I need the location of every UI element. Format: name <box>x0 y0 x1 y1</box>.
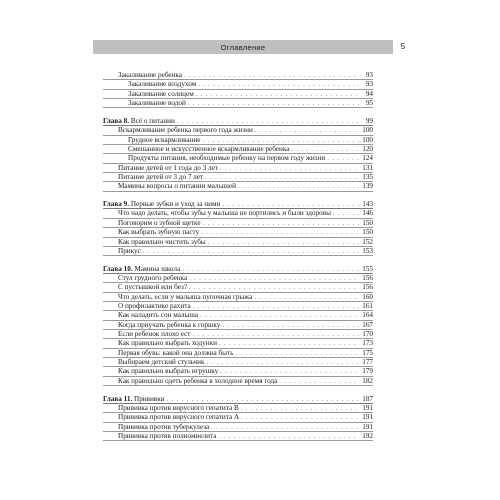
toc-entry <box>103 209 373 218</box>
toc-entry <box>103 311 373 320</box>
toc-page-number: 182 <box>362 376 373 385</box>
toc-entry-label: Вскармливание ребенка первого года жизни <box>118 126 253 135</box>
toc-page-number: 173 <box>362 339 373 348</box>
toc-page-number: 170 <box>362 330 373 339</box>
toc-entry <box>103 182 373 191</box>
toc-entry <box>103 367 373 376</box>
toc-page-number: 139 <box>362 182 373 191</box>
toc-entry-label: Выбираем детский стульчик <box>118 358 205 367</box>
toc-chapter <box>103 117 373 126</box>
toc-entry <box>103 80 373 89</box>
toc-entry-label: Как правильно чистить зубы <box>118 237 206 246</box>
toc-entry-label: Что надо делать, чтобы зубы у малыша не портились и были здоровы <box>118 209 331 218</box>
row-rule <box>103 107 373 108</box>
toc-page-number: 192 <box>362 432 373 441</box>
toc-page-number: 120 <box>362 144 373 153</box>
toc-page-number: 131 <box>362 163 373 172</box>
toc-entry <box>103 126 373 135</box>
toc-entry <box>103 164 373 173</box>
toc-page-number: 191 <box>362 413 373 422</box>
toc-entry <box>103 432 373 441</box>
toc-entry-label: Закаливание водой <box>128 99 186 108</box>
toc-page-number: 95 <box>365 99 373 108</box>
row-rule <box>103 255 373 256</box>
toc-entry <box>103 330 373 339</box>
toc-page-number: 94 <box>365 89 373 98</box>
toc-page-number: 160 <box>362 292 373 301</box>
toc-entry <box>103 423 373 432</box>
toc-entry <box>103 99 373 108</box>
toc-entry <box>103 274 373 283</box>
row-rule <box>103 385 373 386</box>
toc-page-number: 146 <box>362 209 373 218</box>
toc-entry-label: Питание детей от 3 до 7 лет <box>118 172 204 181</box>
toc-page-number: 152 <box>362 237 373 246</box>
toc-entry-label: Что делать, если у малыша пупочная грыжа <box>118 292 253 301</box>
toc-entry <box>103 136 373 145</box>
toc-entry-label: Закаливание ребенка <box>118 71 182 79</box>
toc-entry-label: Закаливание воздухом <box>128 80 197 89</box>
toc-entry-label: Как наладить сон малыша <box>118 311 199 320</box>
chapter-title: Прививки <box>132 394 165 403</box>
toc-entry-label: Когда приучать ребенка к горшку <box>118 320 221 329</box>
toc-entry <box>103 377 373 386</box>
toc-entry <box>103 145 373 154</box>
toc-page-number: 150 <box>362 228 373 237</box>
toc-entry <box>103 71 373 80</box>
toc-page-number: 153 <box>362 246 373 255</box>
toc-entry <box>103 404 373 413</box>
toc-entry <box>103 349 373 358</box>
toc-page-number: 191 <box>362 404 373 412</box>
toc-entry-label: Прививка против туберкулеза <box>118 422 210 431</box>
toc-page-number: 177 <box>362 358 373 367</box>
toc-chapter <box>103 200 373 209</box>
toc-page-number: 150 <box>362 218 373 227</box>
toc-entry-label: Прививка против вирусного гепатита В <box>118 404 239 412</box>
toc-entry <box>103 413 373 422</box>
chapter-title: Всё о питании <box>129 116 175 125</box>
toc-page-number: 156 <box>362 274 373 283</box>
toc-page-number: 99 <box>365 116 373 125</box>
toc-page-number: 179 <box>362 367 373 376</box>
toc-page-number: 143 <box>362 200 373 209</box>
toc-entry <box>103 283 373 292</box>
chapter-number: Глава 11. <box>103 394 133 403</box>
toc-entry-label: Закаливание солнцем <box>128 89 194 98</box>
toc-page-number: 187 <box>362 394 373 403</box>
page-number: 5 <box>400 42 406 51</box>
toc-entry-label: Прививка против вирусного гепатита А <box>118 413 240 422</box>
toc-page-number: 156 <box>362 283 373 292</box>
toc-entry <box>103 321 373 330</box>
toc-entry-label: Прикус <box>118 246 141 255</box>
toc-entry <box>103 302 373 311</box>
toc-entry-label: Как правильно одеть ребенка в холодное время года <box>118 376 278 385</box>
toc-entry <box>103 173 373 182</box>
toc-page-number: 164 <box>362 311 373 320</box>
toc-entry-label: Стул грудного ребенка <box>118 274 188 283</box>
toc-page-number: 167 <box>362 320 373 329</box>
chapter-title: Первые зубки и уход за ними <box>129 200 221 209</box>
chapter-number: Глава 8. <box>103 116 130 125</box>
table-of-contents <box>103 71 373 441</box>
chapter-title: Мамина школа <box>132 264 181 273</box>
toc-entry-label: Если ребенок плохо ест <box>118 330 191 339</box>
toc-page-number: 135 <box>362 172 373 181</box>
toc-page-number: 100 <box>362 126 373 135</box>
toc-entry <box>103 228 373 237</box>
toc-entry <box>103 358 373 367</box>
toc-page-number: 93 <box>365 80 373 89</box>
toc-entry-label: Поговорим о зубной щетке <box>118 218 201 227</box>
toc-entry-label: Грудное вскармливание <box>128 135 201 144</box>
toc-entry-label: Как правильно выбрать игрушку <box>118 367 219 376</box>
toc-entry <box>103 247 373 256</box>
toc-entry-label: Продукты питания, необходимые ребенку на первом году жизни <box>128 154 326 163</box>
toc-page-number: 100 <box>362 135 373 144</box>
chapter-number: Глава 10. <box>103 264 133 273</box>
toc-entry-label: Прививка против полиомиелита <box>118 432 217 441</box>
toc-entry <box>103 339 373 348</box>
row-rule <box>103 440 373 441</box>
running-header <box>93 40 393 54</box>
toc-entry-label: С пустышкой или без? <box>118 283 188 292</box>
toc-entry <box>103 238 373 247</box>
toc-chapter <box>103 265 373 274</box>
toc-entry <box>103 219 373 228</box>
toc-entry-label: Питание детей от 1 года до 3 лет <box>118 163 218 172</box>
chapter-number: Глава 9. <box>103 200 130 209</box>
toc-entry-label: О профилактике рахита <box>118 302 191 311</box>
toc-chapter <box>103 395 373 404</box>
toc-entry <box>103 90 373 99</box>
row-rule <box>103 191 373 192</box>
toc-entry-label: Мамины вопросы о питании малышей <box>118 182 236 191</box>
toc-entry-label: Смешанное и искусственное вскармливание ребенка <box>128 144 290 153</box>
toc-entry-label: Как правильно выбрать ходунки <box>118 339 217 348</box>
toc-page-number: 191 <box>362 422 373 431</box>
toc-entry <box>103 293 373 302</box>
toc-entry <box>103 154 373 163</box>
toc-page-number: 124 <box>362 154 373 163</box>
toc-entry-label: Первая обувь: какой она должна быть <box>118 348 234 357</box>
toc-entry-label: Как выбрать зубную пасту <box>118 228 200 237</box>
toc-page-number: 161 <box>362 302 373 311</box>
toc-page-number: 175 <box>362 348 373 357</box>
toc-page-number: 93 <box>365 71 373 79</box>
header-title: Оглавление <box>220 42 266 52</box>
toc-page-number: 155 <box>362 264 373 273</box>
